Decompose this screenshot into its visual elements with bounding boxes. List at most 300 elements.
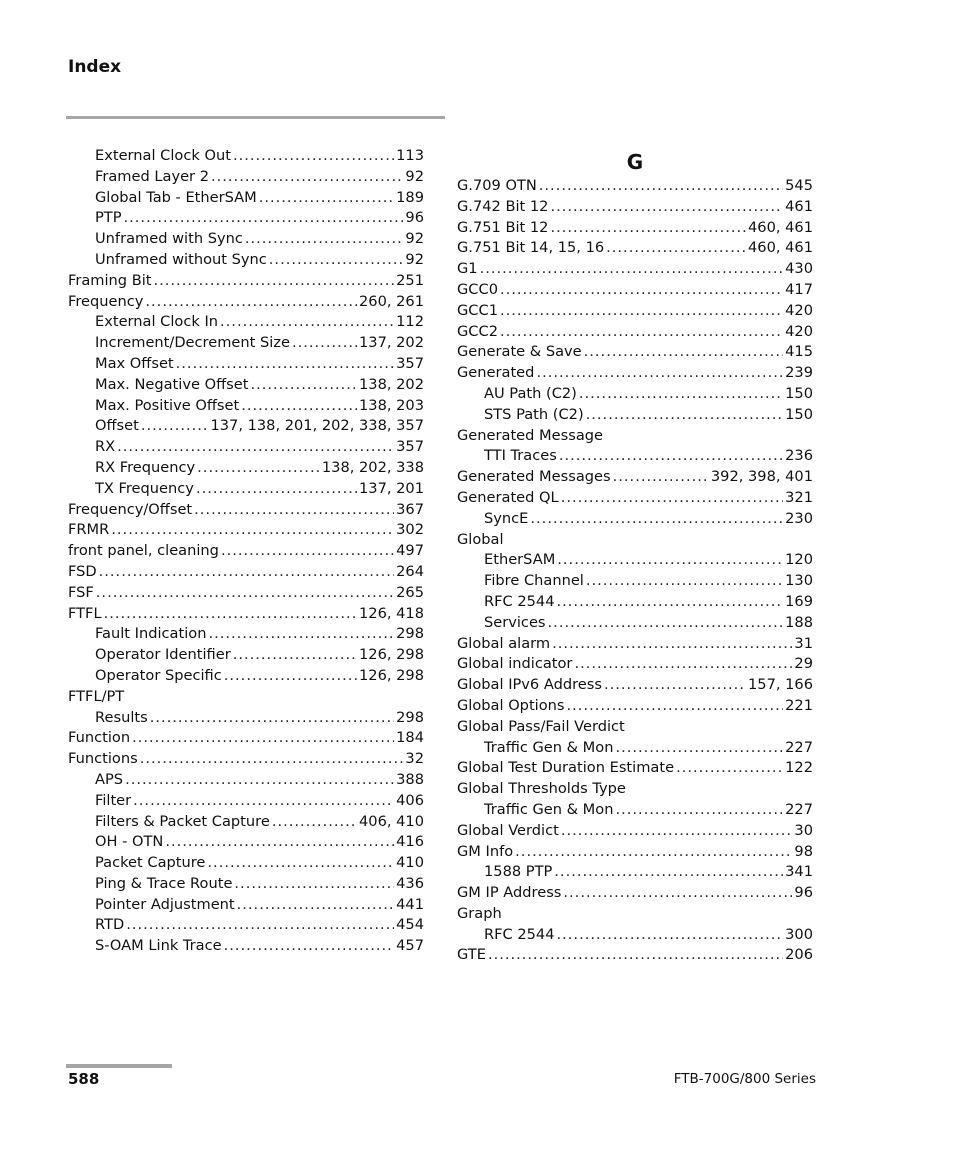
entry-pages: 436 (396, 874, 424, 892)
entry-term: Global Test Duration Estimate (457, 759, 675, 777)
entry-term: Global alarm (457, 634, 551, 652)
index-entry (457, 634, 813, 655)
index-entry (457, 467, 813, 488)
entry-pages: 206 (785, 946, 813, 964)
entry-pages: 112 (396, 313, 424, 331)
index-subentry (68, 250, 424, 271)
dot-leader (99, 562, 395, 583)
entry-term: 1588 PTP (484, 863, 553, 881)
entry-term: External Clock Out (95, 147, 231, 164)
entry-pages: 113 (396, 147, 424, 164)
entry-term: Global Thresholds Type (457, 780, 626, 798)
index-subentry (457, 925, 813, 946)
entry-pages: 265 (396, 583, 424, 601)
dot-leader (488, 945, 783, 966)
index-subentry (68, 791, 424, 812)
dot-leader (561, 821, 793, 842)
entry-pages: 137, 138, 201, 202, 338, 357 (210, 417, 424, 435)
entry-term: RTD (95, 916, 125, 934)
entry-term: G.751 Bit 12 (457, 218, 549, 236)
entry-pages: 388 (396, 770, 424, 788)
entry-term: G1 (457, 260, 478, 278)
index-entry (457, 696, 813, 717)
entry-pages: 430 (785, 260, 813, 278)
index-entry (457, 945, 813, 966)
dot-leader (154, 271, 395, 292)
entry-term: Generated Message (457, 426, 604, 444)
entry-term: Global IPv6 Address (457, 676, 602, 694)
entry-term: Frequency (68, 292, 144, 310)
entry-term: Max. Negative Offset (95, 375, 249, 393)
dot-leader (165, 832, 394, 853)
entry-pages: 227 (785, 800, 813, 818)
index-entry (457, 488, 813, 509)
entry-term: Packet Capture (95, 854, 206, 872)
index-entry (457, 779, 813, 800)
index-subentry (457, 550, 813, 571)
entry-pages: 138, 203 (359, 396, 424, 414)
entry-term: Unframed without Sync (95, 250, 267, 268)
entry-pages: 460, 461 (748, 239, 813, 257)
entry-term: FRMR (68, 521, 110, 539)
index-subentry (457, 571, 813, 592)
index-entry (457, 259, 813, 280)
entry-term: TX Frequency (95, 479, 194, 497)
index-entry (457, 654, 813, 675)
index-entry (457, 883, 813, 904)
page-header-title: Index (68, 57, 122, 77)
entry-term: Global Verdict (457, 821, 559, 839)
dot-leader (552, 634, 792, 655)
dot-leader (221, 541, 394, 562)
index-subentry (68, 396, 424, 417)
dot-leader (104, 604, 357, 625)
index-entry (68, 500, 424, 521)
dot-leader (586, 571, 783, 592)
index-subentry (68, 812, 424, 833)
entry-term: Filters & Packet Capture (95, 812, 270, 830)
entry-term: FSD (68, 562, 97, 580)
entry-pages: 126, 298 (359, 666, 424, 684)
dot-leader (676, 758, 783, 779)
dot-leader (500, 280, 783, 301)
entry-pages: 497 (396, 542, 424, 560)
entry-term: Framed Layer 2 (95, 167, 209, 185)
index-entry (68, 728, 424, 749)
dot-leader (194, 500, 394, 521)
entry-pages: 96 (794, 884, 813, 902)
index-entry (457, 280, 813, 301)
entry-pages: 417 (785, 280, 813, 298)
entry-term: FSF (68, 583, 94, 601)
index-entry (68, 687, 424, 708)
index-entry (457, 904, 813, 925)
entry-pages: 461 (785, 197, 813, 215)
entry-term: Global Tab - EtherSAM (95, 188, 257, 206)
dot-leader (272, 812, 357, 833)
index-subentry (457, 509, 813, 530)
entry-pages: 420 (785, 322, 813, 340)
entry-pages: 30 (794, 821, 813, 839)
entry-term: PTP (95, 209, 122, 227)
entry-term: Results (95, 708, 148, 726)
entry-term: Filter (95, 791, 132, 809)
entry-pages: 410 (396, 854, 424, 872)
index-subentry (457, 384, 813, 405)
index-entry (457, 238, 813, 259)
index-subentry (68, 146, 424, 167)
index-entry (68, 562, 424, 583)
entry-pages: 392, 398, 401 (710, 468, 813, 486)
entry-term: Generated Messages (457, 468, 611, 486)
entry-pages: 32 (405, 750, 424, 768)
entry-term: Graph (457, 904, 502, 922)
dot-leader (133, 791, 394, 812)
dot-leader (145, 292, 357, 313)
entry-term: Max Offset (95, 354, 174, 372)
entry-pages: 29 (794, 655, 813, 673)
index-subentry (457, 738, 813, 759)
entry-pages: 189 (396, 188, 424, 206)
index-entry (457, 821, 813, 842)
index-subentry (457, 862, 813, 883)
index-subentry (68, 375, 424, 396)
entry-pages: 150 (785, 405, 813, 423)
dot-leader (176, 354, 394, 375)
index-entry (68, 541, 424, 562)
entry-term: Increment/Decrement Size (95, 334, 290, 352)
index-subentry (68, 312, 424, 333)
dot-leader (615, 738, 783, 759)
entry-pages: 31 (794, 634, 813, 652)
entry-term: Global Pass/Fail Verdict (457, 717, 625, 735)
index-entry (457, 530, 813, 551)
index-entry (68, 292, 424, 313)
index-entry (457, 363, 813, 384)
entry-term: GCC0 (457, 280, 498, 298)
index-subentry (68, 458, 424, 479)
entry-pages: 157, 166 (748, 676, 813, 694)
entry-pages: 230 (785, 509, 813, 527)
dot-leader (141, 416, 209, 437)
entry-term: RFC 2544 (484, 925, 555, 943)
entry-pages: 367 (396, 500, 424, 518)
entry-pages: 416 (396, 833, 424, 851)
index-entry (457, 176, 813, 197)
dot-leader (126, 915, 394, 936)
entry-pages: 120 (785, 551, 813, 569)
entry-term: Unframed with Sync (95, 230, 243, 248)
dot-leader (550, 197, 783, 218)
dot-leader (132, 728, 394, 749)
entry-pages: 138, 202, 338 (321, 458, 424, 476)
entry-term: TTI Traces (484, 447, 557, 465)
entry-term: SyncE (484, 509, 529, 527)
index-subentry (68, 915, 424, 936)
entry-pages: 236 (785, 447, 813, 465)
entry-pages: 460, 461 (748, 218, 813, 236)
dot-leader (530, 509, 783, 530)
dot-leader (224, 936, 395, 957)
entry-term: G.709 OTN (457, 177, 537, 194)
entry-pages: 341 (785, 863, 813, 881)
index-entry (457, 675, 813, 696)
index-subentry (68, 229, 424, 250)
entry-term: RFC 2544 (484, 592, 555, 610)
index-subentry (68, 188, 424, 209)
dot-leader (500, 322, 783, 343)
index-subentry (68, 437, 424, 458)
dot-leader (234, 874, 394, 895)
index-subentry (68, 936, 424, 957)
entry-pages: 300 (785, 925, 813, 943)
entry-term: Generate & Save (457, 343, 582, 361)
document-title: FTB-700G/800 Series (673, 1071, 816, 1087)
dot-leader (561, 488, 783, 509)
dot-leader (557, 925, 784, 946)
index-subentry (68, 666, 424, 687)
entry-term: G.742 Bit 12 (457, 197, 549, 215)
entry-term: GM IP Address (457, 884, 562, 902)
entry-pages: 92 (405, 230, 424, 248)
footer-rule (66, 1064, 172, 1068)
entry-pages: 406 (396, 791, 424, 809)
dot-leader (550, 218, 746, 239)
entry-pages: 92 (405, 167, 424, 185)
index-subentry (68, 895, 424, 916)
dot-leader (563, 883, 792, 904)
index-subentry (68, 853, 424, 874)
entry-term: Fault Indication (95, 625, 207, 643)
entry-term: Operator Specific (95, 666, 222, 684)
entry-pages: 98 (794, 842, 813, 860)
header-rule (66, 116, 445, 119)
index-entry (457, 717, 813, 738)
index-subentry (68, 333, 424, 354)
dot-leader (292, 333, 357, 354)
dot-leader (554, 862, 783, 883)
entry-term: Ping & Trace Route (95, 874, 233, 892)
dot-leader (574, 654, 792, 675)
index-entry (457, 322, 813, 343)
dot-leader (124, 208, 404, 229)
entry-pages: 150 (785, 384, 813, 402)
entry-pages: 126, 418 (359, 604, 424, 622)
dot-leader (150, 708, 394, 729)
entry-pages: 239 (785, 364, 813, 382)
entry-term: Generated (457, 364, 535, 382)
index-subentry (68, 832, 424, 853)
entry-pages: 138, 202 (359, 375, 424, 393)
index-entry (457, 218, 813, 239)
index-subentry (68, 708, 424, 729)
index-entry (457, 758, 813, 779)
entry-pages: 357 (396, 354, 424, 372)
entry-term: G.751 Bit 14, 15, 16 (457, 239, 605, 257)
dot-leader (269, 250, 404, 271)
entry-term: STS Path (C2) (484, 405, 584, 423)
entry-term: Function (68, 729, 131, 747)
entry-pages: 321 (785, 488, 813, 506)
dot-leader (480, 259, 784, 280)
dot-leader (233, 645, 357, 666)
entry-term: RX Frequency (95, 458, 196, 476)
entry-term: FTFL (68, 604, 102, 622)
index-subentry (68, 624, 424, 645)
dot-leader (111, 520, 394, 541)
index-subentry (457, 613, 813, 634)
entry-pages: 96 (405, 209, 424, 227)
dot-leader (125, 770, 394, 791)
dot-leader (233, 146, 394, 167)
dot-leader (557, 592, 784, 613)
dot-leader (197, 458, 320, 479)
page-number: 588 (68, 1070, 100, 1088)
entry-pages: 454 (396, 916, 424, 934)
entry-pages: 298 (396, 625, 424, 643)
entry-term: Max. Positive Offset (95, 396, 240, 414)
dot-leader (539, 176, 783, 197)
entry-pages: 457 (396, 937, 424, 955)
entry-term: Operator Identifier (95, 646, 231, 664)
entry-term: Traffic Gen & Mon (484, 800, 614, 818)
index-subentry (68, 416, 424, 437)
entry-pages: 227 (785, 738, 813, 756)
entry-pages: 415 (785, 343, 813, 361)
dot-leader (259, 188, 394, 209)
entry-term: Framing Bit (68, 271, 152, 289)
entry-pages: 92 (405, 250, 424, 268)
entry-pages: 130 (785, 572, 813, 590)
entry-pages: 184 (396, 729, 424, 747)
entry-term: Global (457, 530, 504, 548)
entry-term: Frequency/Offset (68, 500, 193, 518)
index-subentry (68, 208, 424, 229)
dot-leader (584, 342, 784, 363)
entry-pages: 302 (396, 521, 424, 539)
dot-leader (536, 363, 783, 384)
dot-leader (579, 384, 783, 405)
entry-pages: 406, 410 (359, 812, 424, 830)
index-subentry (457, 446, 813, 467)
entry-pages: 126, 298 (359, 646, 424, 664)
entry-term: GM Info (457, 842, 514, 860)
entry-term: Pointer Adjustment (95, 895, 235, 913)
entry-term: Offset (95, 417, 139, 435)
dot-leader (211, 167, 403, 188)
dot-leader (117, 437, 394, 458)
entry-term: GTE (457, 946, 486, 964)
index-column-left (68, 146, 424, 957)
index-subentry (68, 874, 424, 895)
entry-pages: 545 (785, 177, 813, 194)
dot-leader (208, 624, 394, 645)
entry-term: Generated QL (457, 488, 559, 506)
entry-term: Traffic Gen & Mon (484, 738, 614, 756)
dot-leader (613, 467, 709, 488)
index-entry (457, 197, 813, 218)
index-entry (68, 583, 424, 604)
index-subentry (68, 354, 424, 375)
dot-leader (196, 479, 357, 500)
entry-pages: 169 (785, 592, 813, 610)
dot-leader (96, 583, 394, 604)
dot-leader (241, 396, 357, 417)
section-letter: G (626, 150, 644, 174)
index-entry (68, 604, 424, 625)
dot-leader (559, 446, 783, 467)
dot-leader (606, 238, 746, 259)
entry-pages: 260, 261 (359, 292, 424, 310)
index-subentry (68, 770, 424, 791)
index-subentry (457, 592, 813, 613)
entry-term: Services (484, 613, 546, 631)
entry-term: Fibre Channel (484, 572, 584, 590)
dot-leader (250, 375, 357, 396)
dot-leader (548, 613, 784, 634)
index-entry (457, 426, 813, 447)
entry-pages: 420 (785, 301, 813, 319)
dot-leader (245, 229, 404, 250)
index-entry (68, 271, 424, 292)
entry-pages: 137, 202 (359, 334, 424, 352)
entry-pages: 298 (396, 708, 424, 726)
entry-term: External Clock In (95, 313, 219, 331)
index-entry (68, 749, 424, 770)
dot-leader (604, 675, 746, 696)
entry-term: OH - OTN (95, 833, 164, 851)
entry-pages: 264 (396, 562, 424, 580)
entry-term: APS (95, 770, 124, 788)
index-entries-right (457, 176, 813, 966)
entry-pages: 441 (396, 895, 424, 913)
dot-leader (237, 895, 395, 916)
index-subentry (457, 405, 813, 426)
entry-pages: 251 (396, 271, 424, 289)
index-subentry (68, 479, 424, 500)
entry-pages: 221 (785, 696, 813, 714)
index-entry (457, 842, 813, 863)
entry-term: S-OAM Link Trace (95, 937, 222, 955)
dot-leader (500, 301, 783, 322)
entry-pages: 137, 201 (359, 479, 424, 497)
entry-term: FTFL/PT (68, 687, 125, 705)
dot-leader (567, 696, 784, 717)
index-entry (457, 301, 813, 322)
entry-term: RX (95, 438, 116, 456)
entry-pages: 188 (785, 613, 813, 631)
entry-pages: 122 (785, 759, 813, 777)
entry-term: GCC2 (457, 322, 498, 340)
dot-leader (224, 666, 357, 687)
index-entry (457, 342, 813, 363)
entry-term: Global Options (457, 696, 565, 714)
dot-leader (615, 800, 783, 821)
entry-pages: 357 (396, 438, 424, 456)
entry-term: front panel, cleaning (68, 542, 219, 560)
dot-leader (207, 853, 394, 874)
index-column-right (457, 146, 813, 966)
index-subentry (68, 167, 424, 188)
dot-leader (515, 842, 792, 863)
entry-term: GCC1 (457, 301, 498, 319)
dot-leader (140, 749, 404, 770)
index-subentry (457, 800, 813, 821)
index-entry (68, 520, 424, 541)
dot-leader (557, 550, 783, 571)
entry-term: Global indicator (457, 655, 573, 673)
entry-term: EtherSAM (484, 551, 556, 569)
